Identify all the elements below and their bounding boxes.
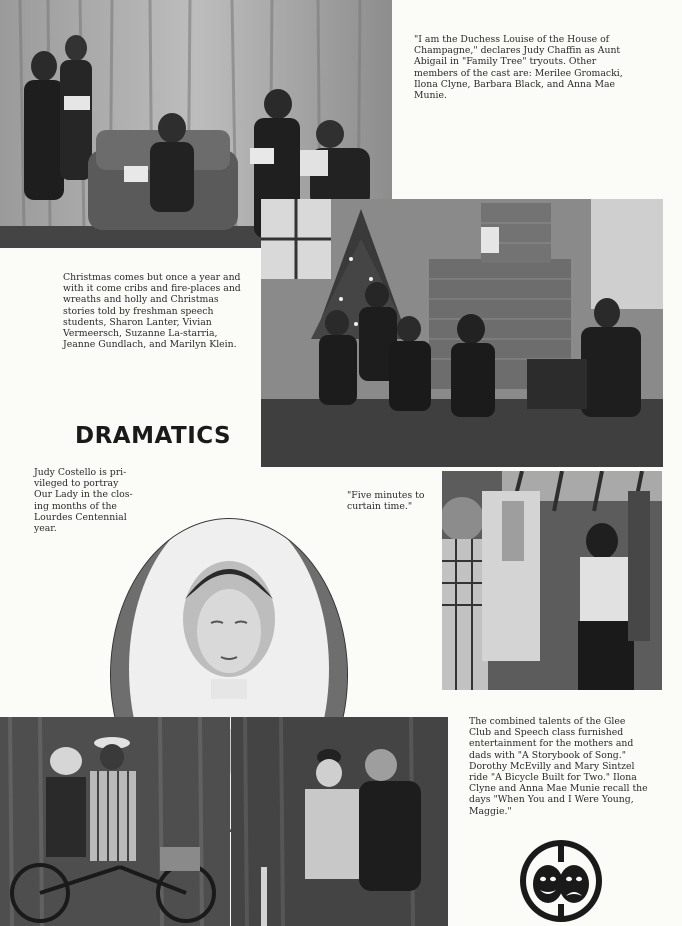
page-heading: DRAMATICS [75,423,232,449]
caption-christmas: Christmas comes but once a year and with it come cribs and fire-places and wreaths and holly and Christmas stories told by freshman speech students, Sharon Lanter, Vivian Vermeersch, Suzanne La-starria, Jeanne Gundlach, and Marilyn Klein. [63,272,241,351]
photo-christmas-scene [261,199,663,467]
caption-five-minutes: "Five minutes to curtain time." [347,490,425,513]
caption-family-tree: "I am the Duchess Louise of the House of Champagne," declares Judy Chaffin as Aunt Abigail in "Family Tree" tryouts. Other members of the cast are: Merilee Gromacki, Ilona Clyne, Barbara Black, and Anna Mae Munie. [414,34,623,102]
drama-masks-emblem-icon [518,838,604,924]
photo-maggie-duet [231,717,448,926]
caption-our-lady: Judy Costello is pri-vileged to portray Our Lady in the clos-ing months of the Lourdes Centennial year. [34,467,133,535]
photo-backstage [442,471,662,690]
caption-glee-club: The combined talents of the Glee Club and Speech class furnished entertainment for the mothers and dads with "A Storybook of Song." Dorothy McEvilly and Mary Sintzel ride "A Bicycle Built for Two." Ilona Clyne and Anna Mae Munie recall the days "When You and I Were Young, Maggie." [469,716,648,817]
photo-bicycle-built-for-two [0,717,230,926]
